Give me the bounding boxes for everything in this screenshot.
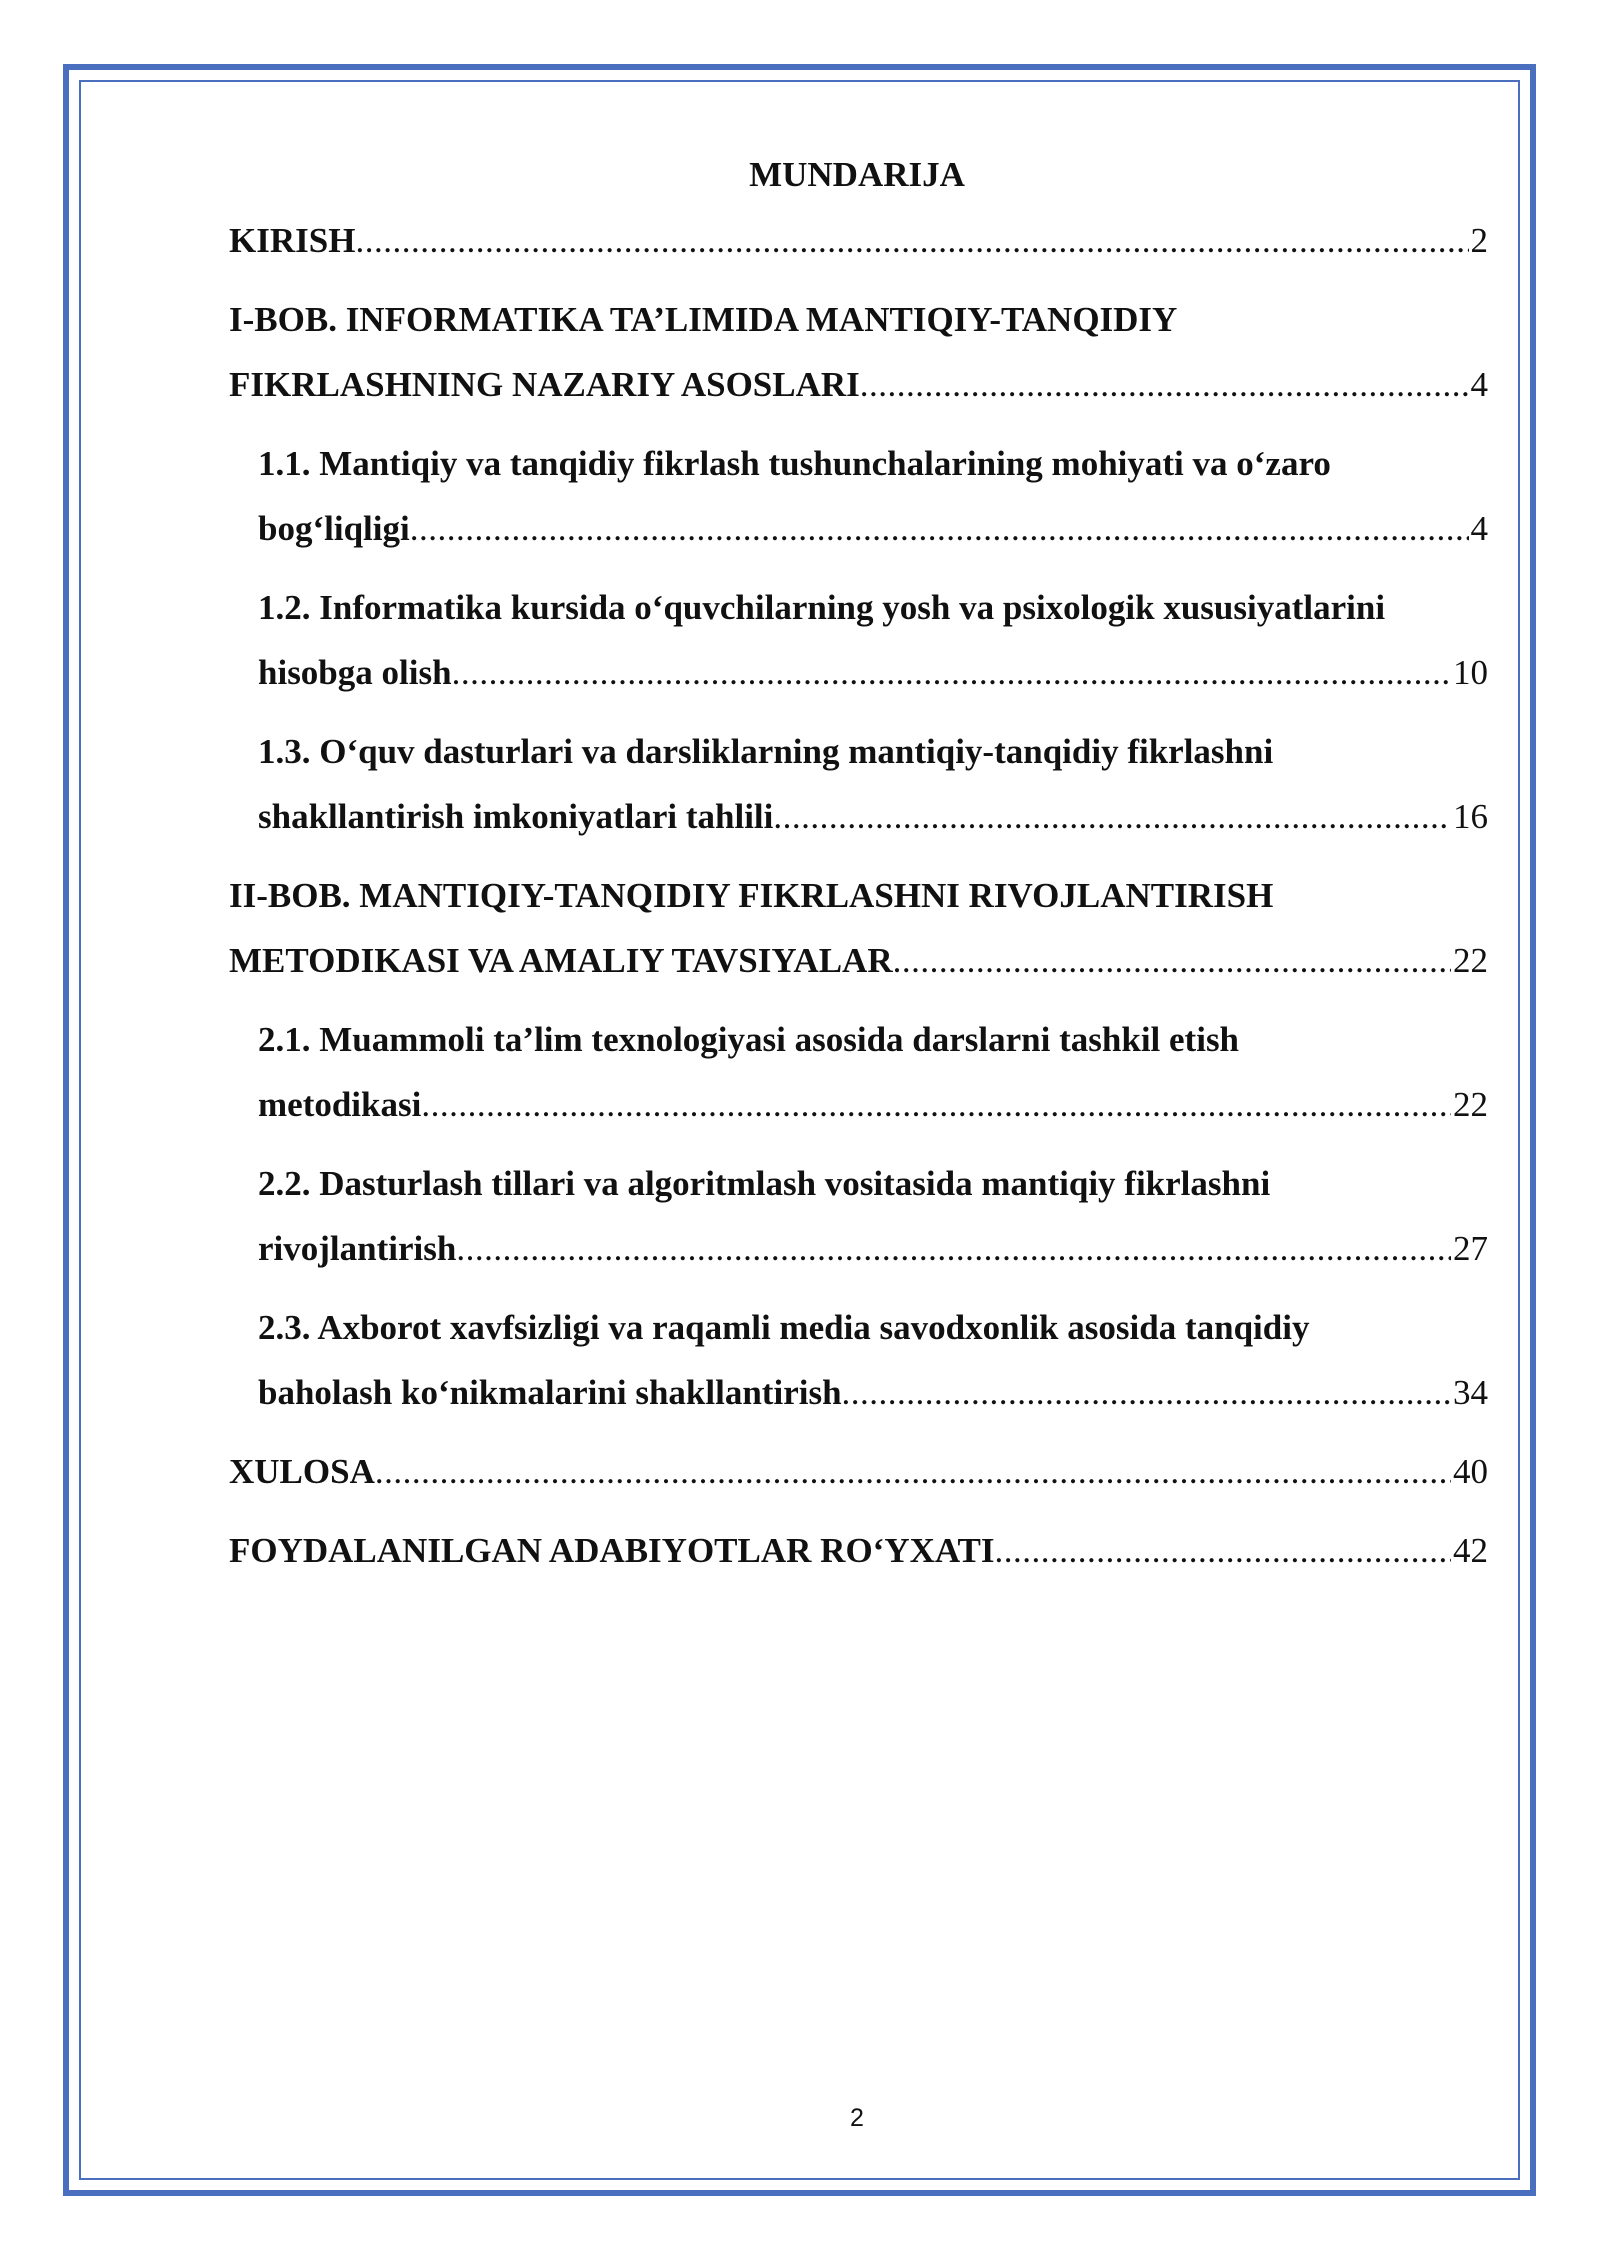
- toc-leader-dots: [410, 496, 1469, 561]
- toc-leader-dots: [375, 1439, 1451, 1504]
- toc-entry-line: [258, 719, 1488, 784]
- toc-entry-line: [229, 863, 1488, 928]
- page-number: 2: [850, 2104, 864, 2132]
- table-of-contents: [229, 208, 1488, 1597]
- toc-entry-line: [258, 1007, 1488, 1072]
- toc-entry-line: [258, 575, 1488, 640]
- toc-entry[interactable]: [229, 1439, 1488, 1504]
- toc-entry-text: METODIKASI VA AMALIY TAVSIYALAR: [229, 941, 893, 980]
- toc-leader-dots: [456, 1216, 1451, 1281]
- toc-page-number: 22: [1453, 1085, 1488, 1124]
- toc-entry[interactable]: [229, 575, 1488, 705]
- toc-entry[interactable]: [229, 1295, 1488, 1425]
- toc-entry-line: [229, 352, 1488, 417]
- toc-entry-text: shakllantirish imkoniyatlari tahlili: [258, 797, 774, 836]
- toc-page-number: 16: [1453, 797, 1488, 836]
- toc-entry-line: [258, 1216, 1488, 1281]
- toc-leader-dots: [773, 784, 1451, 849]
- toc-leader-dots: [995, 1518, 1451, 1583]
- toc-entry-text: bog‘liqligi: [258, 509, 410, 548]
- toc-entry[interactable]: [229, 431, 1488, 561]
- toc-entry[interactable]: [229, 287, 1488, 417]
- toc-entry-line: [258, 1295, 1488, 1360]
- toc-entry-text: XULOSA: [229, 1452, 375, 1491]
- toc-page-number: 10: [1453, 653, 1488, 692]
- toc-entry[interactable]: [229, 208, 1488, 273]
- toc-leader-dots: [421, 1072, 1451, 1137]
- toc-entry-text: metodikasi: [258, 1085, 422, 1124]
- toc-entry-text: hisobga olish: [258, 653, 452, 692]
- toc-entry-text: II-BOB. MANTIQIY-TANQIDIY FIKRLASHNI RIVOJLANTIRISH: [229, 876, 1274, 915]
- toc-page-number: 2: [1470, 221, 1488, 260]
- toc-entry-line: [258, 784, 1488, 849]
- toc-entry[interactable]: [229, 1007, 1488, 1137]
- toc-page-number: 4: [1470, 509, 1488, 548]
- toc-page-number: 22: [1453, 941, 1488, 980]
- toc-page-number: 34: [1453, 1373, 1488, 1412]
- toc-page-number: 27: [1453, 1229, 1488, 1268]
- toc-entry[interactable]: [229, 863, 1488, 993]
- toc-entry-text: I-BOB. INFORMATIKA TA’LIMIDA MANTIQIY-TANQIDIY: [229, 300, 1178, 339]
- toc-leader-dots: [452, 640, 1451, 705]
- toc-entry-line: [258, 1151, 1488, 1216]
- toc-entry-line: [229, 208, 1488, 273]
- toc-entry-text: 2.1. Muammoli ta’lim texnologiyasi asosida darslarni tashkil etish: [258, 1020, 1240, 1059]
- toc-entry-text: 1.1. Mantiqiy va tanqidiy fikrlash tushunchalarining mohiyati va o‘zaro: [258, 444, 1331, 483]
- toc-leader-dots: [355, 208, 1468, 273]
- toc-entry-line: [258, 431, 1488, 496]
- toc-page-number: 4: [1470, 365, 1488, 404]
- toc-entry-line: [258, 640, 1488, 705]
- toc-leader-dots: [842, 1360, 1451, 1425]
- toc-entry-line: [229, 928, 1488, 993]
- toc-leader-dots: [860, 352, 1469, 417]
- toc-entry[interactable]: [229, 1151, 1488, 1281]
- toc-entry[interactable]: [229, 1518, 1488, 1583]
- toc-entry-text: 1.3. O‘quv dasturlari va darsliklarning mantiqiy-tanqidiy fikrlashni: [258, 732, 1274, 771]
- toc-entry-text: rivojlantirish: [258, 1229, 457, 1268]
- toc-page-number: 42: [1453, 1531, 1488, 1570]
- toc-entry-text: baholash ko‘nikmalarini shakllantirish: [258, 1373, 842, 1412]
- toc-entry-text: FIKRLASHNING NAZARIY ASOSLARI: [229, 365, 860, 404]
- toc-entry-text: 1.2. Informatika kursida o‘quvchilarning yosh va psixologik xususiyatlarini: [258, 588, 1386, 627]
- toc-entry-line: [229, 287, 1488, 352]
- toc-entry-text: FOYDALANILGAN ADABIYOTLAR RO‘YXATI: [229, 1531, 995, 1570]
- toc-entry-line: [258, 1360, 1488, 1425]
- toc-entry-line: [229, 1518, 1488, 1583]
- toc-entry-line: [229, 1439, 1488, 1504]
- page-title: MUNDARIJA: [749, 155, 965, 194]
- toc-page-number: 40: [1453, 1452, 1488, 1491]
- toc-entry-text: 2.3. Axborot xavfsizligi va raqamli media savodxonlik asosida tanqidiy: [258, 1308, 1310, 1347]
- toc-entry-text: 2.2. Dasturlash tillari va algoritmlash vositasida mantiqiy fikrlashni: [258, 1164, 1271, 1203]
- toc-leader-dots: [893, 928, 1451, 993]
- toc-entry[interactable]: [229, 719, 1488, 849]
- toc-entry-line: [258, 496, 1488, 561]
- toc-entry-text: KIRISH: [229, 221, 356, 260]
- toc-entry-line: [258, 1072, 1488, 1137]
